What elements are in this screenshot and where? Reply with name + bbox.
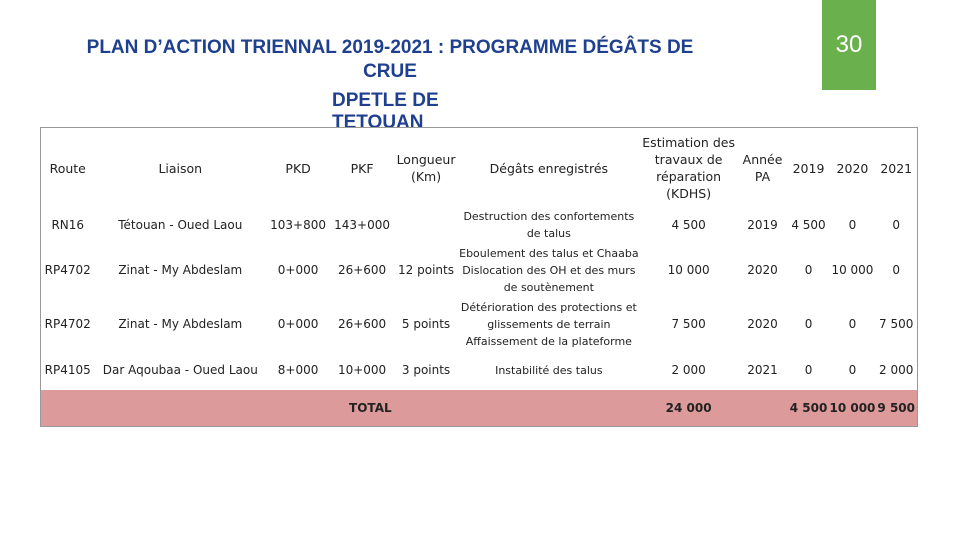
cell-degats: Eboulement des talus et Chaaba Dislocation des OH et des murs de soutènement — [459, 246, 639, 294]
header-estimation: Estimation des travaux de réparation (KDHS) — [642, 135, 735, 201]
cell-pkd: 0+000 — [277, 262, 319, 277]
cell-pkd: 0+000 — [277, 316, 319, 331]
cell-route: RN16 — [51, 217, 85, 232]
cell-2021: 7 500 — [879, 316, 914, 331]
cell-annee: 2020 — [747, 262, 778, 277]
header-pkf: PKF — [350, 160, 374, 176]
cell-2020: 0 — [848, 362, 857, 377]
cell-pkf: 10+000 — [337, 362, 387, 377]
cell-longueur: 3 points — [401, 362, 451, 377]
table-row — [41, 208, 918, 242]
header-route: Route — [49, 160, 86, 176]
cell-pkf: 26+600 — [337, 316, 387, 331]
header-liaison: Liaison — [158, 160, 203, 176]
cell-annee: 2021 — [747, 362, 778, 377]
total-2019: 4 500 — [788, 390, 830, 427]
cell-route: RP4702 — [44, 262, 91, 277]
cell-annee: 2020 — [747, 316, 778, 331]
cell-liaison: Zinat - My Abdeslam — [118, 316, 243, 331]
cell-liaison: Zinat - My Abdeslam — [118, 262, 243, 277]
cell-annee: 2019 — [747, 217, 778, 232]
cell-degats: Détérioration des protections et glissements de terrain Affaissement de la plateforme — [460, 300, 637, 348]
cell-degats: Destruction des confortements de talus — [463, 210, 635, 240]
table-header-row — [41, 128, 918, 209]
total-2021: 9 500 — [875, 390, 917, 427]
cell-2021: 2 000 — [879, 362, 914, 377]
cell-route: RP4105 — [44, 362, 91, 377]
header-2020: 2020 — [836, 160, 869, 176]
cell-longueur — [394, 208, 458, 242]
slide-subtitle: DPETLE DE TETOUAN — [332, 90, 439, 128]
table-row — [41, 298, 918, 350]
cell-2019: 4 500 — [791, 217, 826, 232]
table-row — [41, 242, 918, 298]
header-degats: Dégâts enregistrés — [489, 160, 609, 176]
total-label: TOTAL — [41, 390, 640, 427]
total-estimation: 24 000 — [640, 390, 738, 427]
cell-2019: 0 — [804, 362, 813, 377]
cell-estimation: 4 500 — [671, 217, 706, 232]
total-annee-empty — [738, 390, 788, 427]
header-2019: 2019 — [792, 160, 825, 176]
header-2021: 2021 — [880, 160, 913, 176]
cell-pkf: 143+000 — [334, 217, 390, 232]
cell-2021: 0 — [892, 262, 901, 277]
action-plan-table — [40, 127, 918, 427]
cell-pkd: 8+000 — [277, 362, 319, 377]
total-row — [41, 390, 918, 427]
header-longueur: Longueur (Km) — [396, 152, 456, 184]
page-number-badge — [822, 0, 876, 90]
table-row — [41, 350, 918, 390]
cell-estimation: 7 500 — [671, 316, 706, 331]
cell-pkf: 26+600 — [337, 262, 387, 277]
slide-title: PLAN D’ACTION TRIENNAL 2019-2021 : PROGRAMME DÉGÂTS DE CRUE — [86, 37, 694, 82]
cell-2019: 0 — [804, 262, 813, 277]
cell-pkd: 103+800 — [270, 217, 327, 232]
cell-liaison: Dar Aqoubaa - Oued Laou — [102, 362, 258, 377]
cell-estimation: 10 000 — [667, 262, 710, 277]
cell-liaison: Tétouan - Oued Laou — [118, 217, 243, 232]
cell-degats: Instabilité des talus — [495, 363, 603, 377]
cell-longueur: 12 points — [398, 262, 454, 277]
total-2020: 10 000 — [829, 390, 875, 427]
cell-2020: 0 — [848, 217, 857, 232]
cell-estimation: 2 000 — [671, 362, 706, 377]
cell-2019: 0 — [804, 316, 813, 331]
page-number: 30 — [835, 31, 863, 58]
header-pkd: PKD — [285, 160, 311, 176]
cell-2020: 10 000 — [831, 262, 874, 277]
cell-2020: 0 — [848, 316, 857, 331]
cell-longueur: 5 points — [401, 316, 451, 331]
cell-2021: 0 — [892, 217, 901, 232]
cell-route: RP4702 — [44, 316, 91, 331]
header-annee: Année PA — [742, 152, 783, 184]
